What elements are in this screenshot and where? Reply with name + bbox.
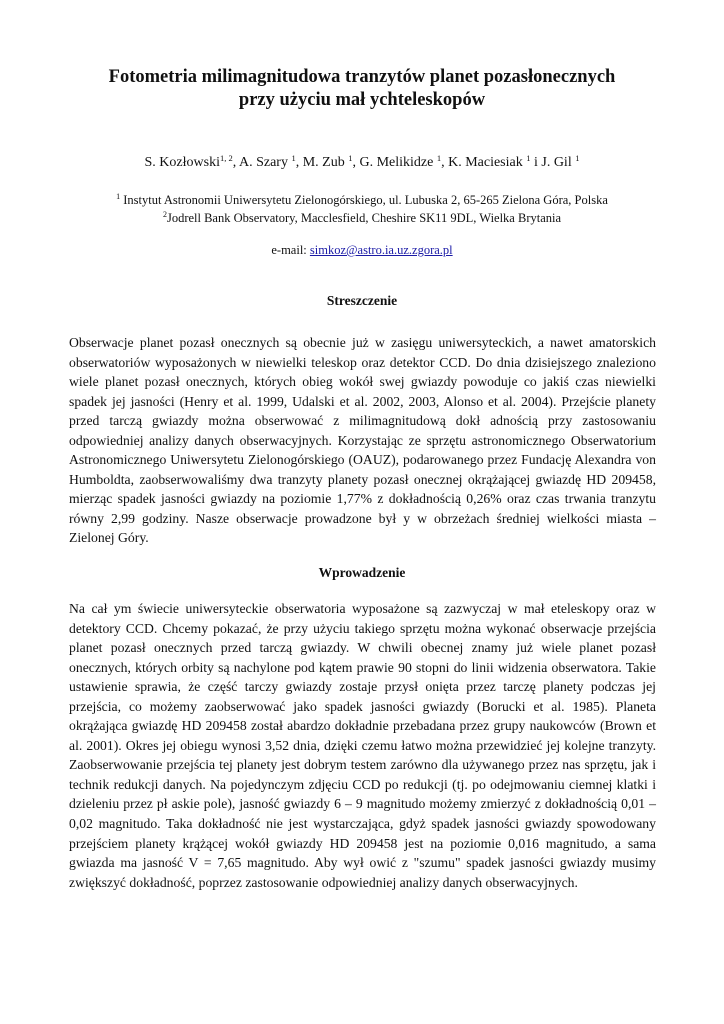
author: A. Szary $^1$,: [238, 153, 303, 170]
author-list: [40, 154, 684, 172]
title-line-2: przy użyciu mał ychteleskopów: [238, 90, 486, 110]
abstract-heading: Streszczenie: [326, 293, 398, 308]
introduction-heading: Wprowadzenie: [318, 565, 406, 580]
author: K. Maciesiak $^1$ i: [448, 153, 542, 170]
contact-email: [40, 241, 684, 259]
author: M. Zub $^1$,: [302, 153, 360, 170]
abstract-paragraph: Obserwacje planet pozasł onecznych są obecnie już w zasięgu uniwersyteckich, a nawet amatorskich obserwatoriów wyposażonych w niewielki teleskop oraz detektor CCD. Do dnia dzisiejszego znaleziono wiele planet pozasł onecznych, których obieg wokół swej gwiazdy powoduje co jakiś czas niewielki spadek jej jasności (Henry et al. 1999, Udalski et al. 2002, 2003, Alonso et al. 2004). Przejście planety przed tarczą gwiazdy można obserwować z milimagnitudową dokł adnością przy zastosowaniu odpowiedniej analizy danych obserwacyjnych. Korzystając ze sprzętu astronomicznego Obserwatorium Astronomicznego Uniwersytetu Zielonogórskiego (OAUZ), podarowanego przez Fundację Alexandra von Humboldta, zaobserwowaliśmy dwa tranzyty planety pozasł onecznej okrążającej gwiazdę HD 209458, mierząc spadek jasności gwiazdy na poziomie 1,77% z dokładnością 0,26% oraz czas trwania tranzytu równy 2,99 godziny. Nasze obserwacje prowadzone był y w obrzeżach średniej wielkości miasta – Zielonej Góry.: [69, 335, 656, 546]
paper-title: [60, 66, 664, 112]
title-line-1: Fotometria milimagnitudowa tranzytów planet pozasłonecznych: [108, 67, 616, 87]
author: S. Kozłowski$^{1, 2}$,: [144, 153, 239, 170]
author: G. Melikidze $^1$,: [359, 153, 449, 170]
email-link[interactable]: simkoz@astro.ia.uz.zgora.pl: [309, 243, 453, 257]
affiliation-2: $^2$Jodrell Bank Observatory, Macclesfield, Cheshire SK11 9DL, Wielka Brytania: [162, 210, 562, 225]
affiliation-1: $^1$ Instytut Astronomii Uniwersytetu Zielonogórskiego, ul. Lubuska 2, 65-265 Zielona Góra, Polska: [116, 192, 608, 207]
affiliations: [40, 191, 684, 227]
introduction-paragraph: Na cał ym świecie uniwersyteckie obserwatoria wyposażone są zazwyczaj w mał eteleskopy oraz w detektory CCD. Chcemy pokazać, że przy użyciu takiego sprzętu można wykonać obserwacje przejścia planet pozasł onecznych przed tarczą gwiazdy. W chwili obecnej znamy już wiele planet pozasł onecznych, których orbity są nachylone pod kątem prawie 90 stopni do linii widzenia obserwatora. Takie ustawienie sprawia, że część tarczy gwiazdy zostaje przysł onięta przez tarczę planety podczas jej przejścia, co możemy zaobserwować jako spadek jasności gwiazdy (Borucki et al. 1985). Planeta okrążająca gwiazdę HD 209458 został abardzo dokładnie przebadana przez grupy naukowców (Brown et al. 2001). Okres jej obiegu wynosi 3,52 dnia, dzięki czemu łatwo można przewidzieć jej kolejne tranzyty. Zaobserwowanie przejścia tej planety jest dobrym testem zarówno dla używanego przez nas sprzętu, jak i technik redukcji danych. Na pojedynczym zdjęciu CCD po redukcji (tj. po odejmowaniu ciemnej klatki i dzieleniu przez pł askie pole), jasność gwiazdy 6 – 9 magnitudo możemy zmierzyć z dokładnością 0,01 – 0,02 magnitudo. Taka dokładność nie jest wystarczająca, gdyż spadek jasności gwiazdy spowodowany przejściem planety krążącej wokół gwiazdy HD 209458 jest na poziomie 0,016 magnitudo, a sama gwiazda ma jasność V = 7,65 magnitudo. Aby wył owić z "szumu" spadek jasności gwiazdy musimy zwiększyć dokładność, poprzez zastosowanie odpowiedniej analizy danych obserwacyjnych.: [69, 601, 656, 890]
author: J. Gil $^1$: [541, 153, 580, 170]
email-label: e-mail:: [271, 243, 310, 257]
